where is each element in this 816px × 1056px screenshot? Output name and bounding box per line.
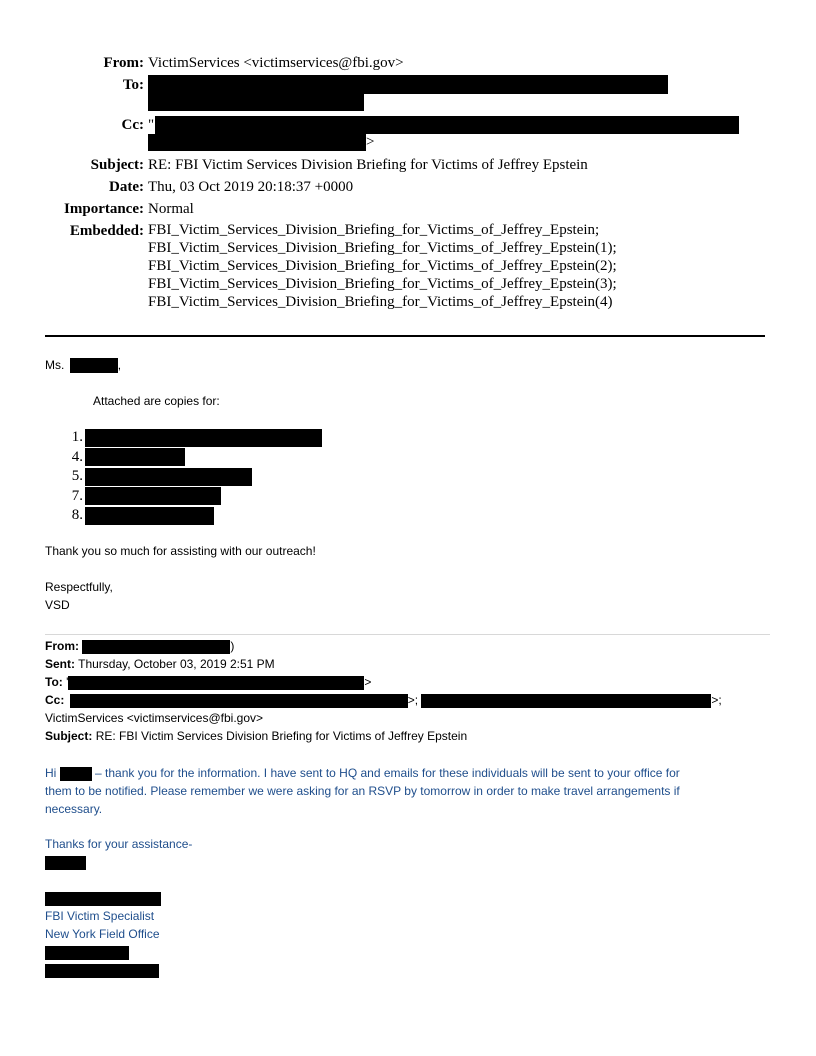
redaction-box xyxy=(155,116,739,134)
quoted-from-row xyxy=(45,637,234,655)
quoted-cc-label: Cc: xyxy=(45,693,65,707)
redaction-box xyxy=(68,676,364,690)
embedded-item: FBI_Victim_Services_Division_Briefing_for_Victims_of_Jeffrey_Epstein(4) xyxy=(148,294,613,310)
quoted-cc-sep: >; xyxy=(407,693,419,707)
cc-quote: " xyxy=(148,117,155,133)
redaction-box xyxy=(70,694,408,708)
date-label: Date: xyxy=(109,179,144,195)
redaction-box xyxy=(148,134,366,151)
date-value: Thu, 03 Oct 2019 20:18:37 +0000 xyxy=(148,179,354,195)
redaction-box xyxy=(85,448,185,466)
quoted-to-label: To: xyxy=(45,675,63,689)
redaction-box xyxy=(148,75,668,94)
quoted-sent-label: Sent: xyxy=(45,657,75,671)
subject-label: Subject: xyxy=(90,157,144,173)
quoted-divider xyxy=(45,634,770,635)
header-subject-row xyxy=(0,155,816,175)
list-number: 4. xyxy=(71,448,83,465)
embedded-list xyxy=(148,221,617,311)
list-item xyxy=(66,506,322,526)
header-divider xyxy=(45,335,765,337)
redaction-box xyxy=(82,640,230,654)
quoted-para-line2: them to be notified. Please remember we were asking for an RSVP by tomorrow in order to make travel arrangements if xyxy=(45,784,680,798)
list-number: 7. xyxy=(71,487,83,504)
quoted-sent-value: Thursday, October 03, 2019 2:51 PM xyxy=(78,657,275,671)
list-item xyxy=(66,448,322,468)
embedded-item: FBI_Victim_Services_Division_Briefing_for_Victims_of_Jeffrey_Epstein(1); xyxy=(148,240,617,256)
redaction-box xyxy=(85,429,322,447)
redaction-box xyxy=(45,946,129,960)
quoted-subject-value: RE: FBI Victim Services Division Briefing for Victims of Jeffrey Epstein xyxy=(95,729,468,743)
embedded-label: Embedded: xyxy=(69,223,144,239)
redaction-box xyxy=(85,468,252,486)
to-label: To: xyxy=(122,77,144,93)
redaction-box xyxy=(85,507,214,525)
redaction-box xyxy=(45,892,161,906)
quoted-greeting: Hi xyxy=(45,766,57,780)
from-value: VictimServices <victimservices@fbi.gov> xyxy=(148,55,404,71)
quoted-para-line3: necessary. xyxy=(45,802,103,816)
redaction-box xyxy=(60,767,92,781)
cc-label: Cc: xyxy=(121,117,144,133)
quoted-from-tail: ) xyxy=(230,639,235,653)
quoted-subject-label: Subject: xyxy=(45,729,93,743)
quoted-thanks: Thanks for your assistance- xyxy=(45,837,193,851)
attachment-list xyxy=(66,428,322,526)
signature-text: VSD xyxy=(45,598,70,612)
redaction-box xyxy=(45,964,159,978)
thanks-text: Thank you so much for assisting with our outreach! xyxy=(45,544,316,558)
embedded-item: FBI_Victim_Services_Division_Briefing_for_Victims_of_Jeffrey_Epstein; xyxy=(148,222,600,238)
from-label: From: xyxy=(103,55,144,71)
salutation-prefix: Ms. xyxy=(45,358,65,372)
quoted-cc-row xyxy=(45,691,722,709)
quoted-para-text1: – thank you for the information. I have sent to HQ and emails for these individuals will be sent to your office for xyxy=(95,766,680,780)
salutation xyxy=(45,356,121,374)
sig-title: FBI Victim Specialist xyxy=(45,909,155,923)
list-number: 1. xyxy=(71,429,83,445)
closing-text: Respectfully, xyxy=(45,580,113,594)
header-from-row xyxy=(0,53,816,73)
importance-value: Normal xyxy=(148,201,194,217)
intro-text: Attached are copies for: xyxy=(93,394,220,408)
embedded-item: FBI_Victim_Services_Division_Briefing_for_Victims_of_Jeffrey_Epstein(2); xyxy=(148,258,617,274)
list-item xyxy=(66,487,322,507)
quoted-cc-sep2: >; xyxy=(711,693,722,707)
header-importance-row xyxy=(0,199,816,219)
quoted-to-row xyxy=(45,673,371,691)
quoted-cc-line2: VictimServices <victimservices@fbi.gov> xyxy=(45,711,264,725)
list-item xyxy=(66,428,322,448)
quoted-to-tail: > xyxy=(364,675,372,689)
redaction-box xyxy=(148,94,364,111)
embedded-item: FBI_Victim_Services_Division_Briefing_for_Victims_of_Jeffrey_Epstein(3); xyxy=(148,276,617,292)
quoted-sent-row xyxy=(45,655,275,673)
redaction-box xyxy=(70,358,118,373)
header-date-row xyxy=(0,177,816,197)
list-number: 8. xyxy=(71,507,83,523)
quoted-subject-row xyxy=(45,727,467,745)
quoted-from-label: From: xyxy=(45,639,79,653)
list-item xyxy=(66,467,322,487)
sig-office: New York Field Office xyxy=(45,927,160,941)
redaction-box xyxy=(45,856,86,870)
subject-value: RE: FBI Victim Services Division Briefing for Victims of Jeffrey Epstein xyxy=(148,157,588,173)
cc-tail: > xyxy=(366,134,375,150)
importance-label: Importance: xyxy=(64,201,144,217)
redaction-box xyxy=(85,487,221,505)
salutation-suffix: , xyxy=(117,358,122,372)
quoted-para-line1 xyxy=(45,764,680,782)
list-number: 5. xyxy=(71,468,83,484)
quoted-to-quote: ' xyxy=(66,675,69,689)
redaction-box xyxy=(421,694,711,708)
